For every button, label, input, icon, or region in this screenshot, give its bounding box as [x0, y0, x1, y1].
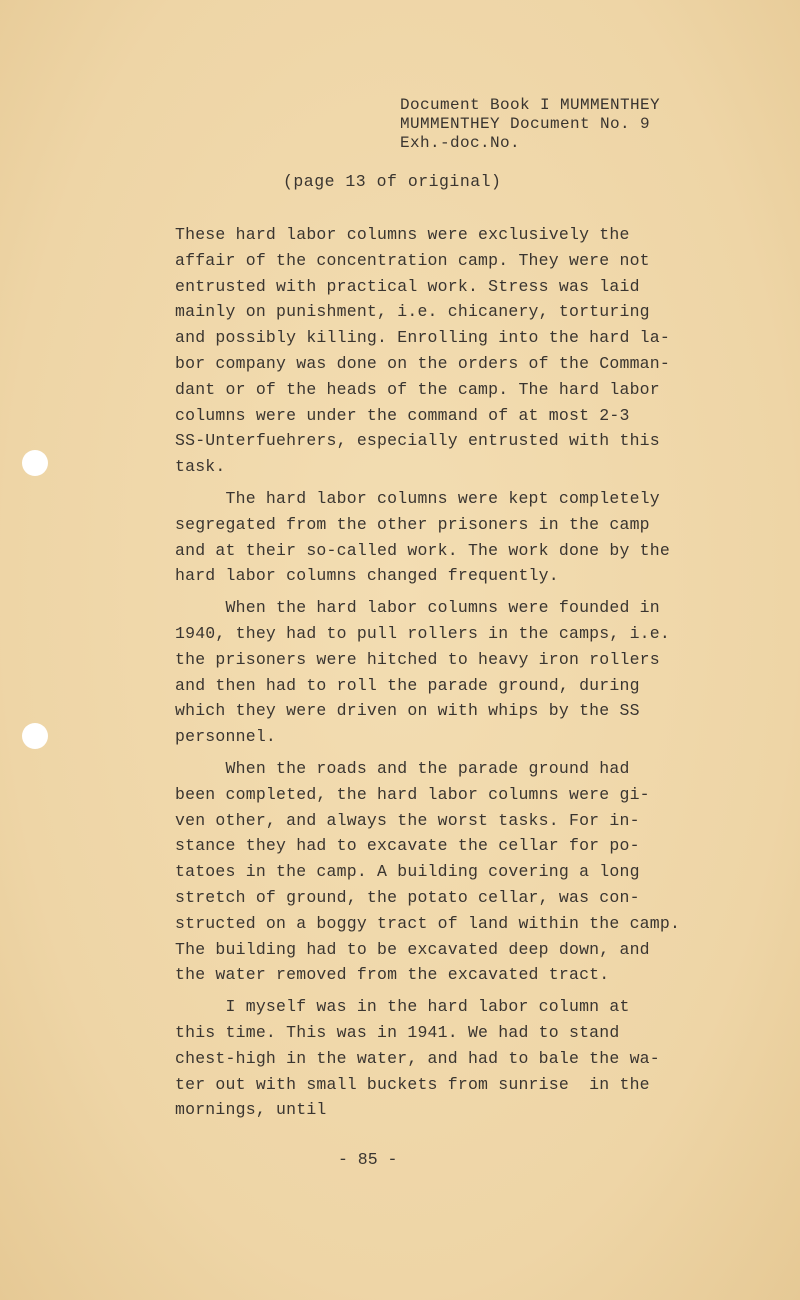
text-line: bor company was done on the orders of the Comman-: [175, 353, 670, 373]
header-line: MUMMENTHEY Document No. 9: [400, 115, 651, 133]
document-header: [400, 96, 660, 153]
text-line: SS-Unterfuehrers, especially entrusted with this: [175, 431, 660, 451]
text-line: When the roads and the parade ground had: [175, 758, 630, 778]
document-body: [175, 222, 695, 1129]
text-line: The building had to be excavated deep down, and: [175, 939, 650, 959]
text-line: this time. This was in 1941. We had to stand: [175, 1022, 620, 1042]
text-line: chest-high in the water, and had to bale the wa-: [175, 1048, 660, 1068]
text-line: 1940, they had to pull rollers in the camps, i.e.: [175, 623, 670, 643]
paragraph: [175, 595, 695, 750]
text-line: affair of the concentration camp. They were not: [175, 250, 650, 270]
text-line: hard labor columns changed frequently.: [175, 566, 559, 586]
page-reference: (page 13 of original): [283, 172, 502, 191]
text-line: personnel.: [175, 727, 277, 747]
paragraph: [175, 486, 695, 589]
text-line: been completed, the hard labor columns were gi-: [175, 784, 650, 804]
paragraph: [175, 222, 695, 480]
text-line: columns were under the command of at most 2-3: [175, 405, 630, 425]
text-line: dant or of the heads of the camp. The hard labor: [175, 379, 660, 399]
text-line: mornings, until: [175, 1100, 327, 1120]
header-line: Exh.-doc.No.: [400, 134, 521, 152]
paragraph: [175, 756, 695, 988]
text-line: structed on a boggy tract of land within the camp.: [175, 913, 681, 933]
text-line: ter out with small buckets from sunrise in the: [175, 1074, 650, 1094]
text-line: and then had to roll the parade ground, during: [175, 675, 640, 695]
text-line: These hard labor columns were exclusively the: [175, 225, 630, 244]
text-line: stretch of ground, the potato cellar, was con-: [175, 887, 640, 907]
text-line: the water removed from the excavated tract.: [175, 965, 610, 985]
text-line: which they were driven on with whips by the SS: [175, 701, 640, 721]
header-line: Document Book I MUMMENTHEY: [400, 96, 661, 114]
text-line: mainly on punishment, i.e. chicanery, torturing: [175, 302, 650, 322]
text-line: the prisoners were hitched to heavy iron rollers: [175, 649, 660, 669]
page-number: - 85 -: [338, 1150, 398, 1169]
text-line: tatoes in the camp. A building covering a long: [175, 862, 640, 882]
text-line: ven other, and always the worst tasks. For in-: [175, 810, 640, 830]
text-line: and possibly killing. Enrolling into the hard la-: [175, 328, 670, 348]
text-line: stance they had to excavate the cellar for po-: [175, 836, 640, 856]
text-line: task.: [175, 457, 226, 477]
text-line: and at their so-called work. The work done by the: [175, 540, 670, 560]
text-line: When the hard labor columns were founded in: [175, 598, 660, 618]
text-line: segregated from the other prisoners in the camp: [175, 514, 650, 534]
text-line: I myself was in the hard labor column at: [175, 997, 630, 1017]
paragraph: [175, 994, 695, 1123]
punch-hole: [22, 723, 48, 749]
text-line: entrusted with practical work. Stress was laid: [175, 276, 640, 296]
punch-hole: [22, 450, 48, 476]
text-line: The hard labor columns were kept completely: [175, 488, 660, 508]
